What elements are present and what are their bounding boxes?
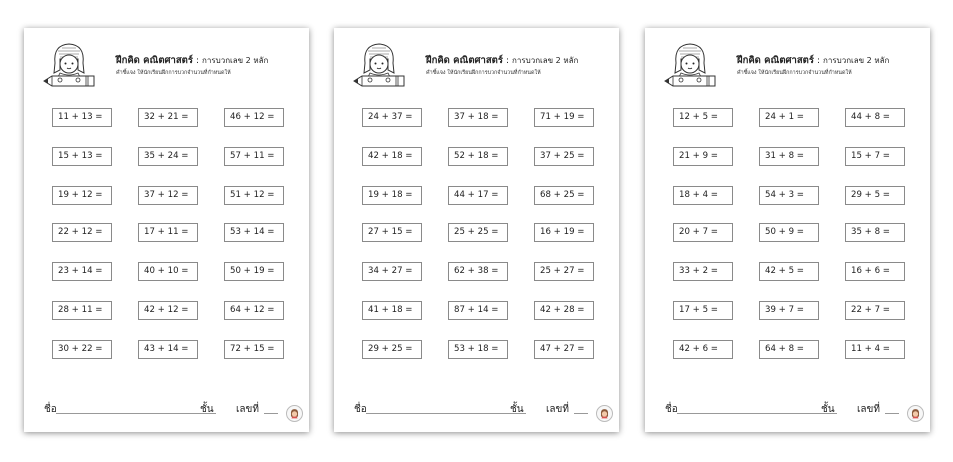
problem-box[interactable]: 30 + 22 =: [52, 340, 112, 359]
name-write-line[interactable]: [677, 413, 837, 414]
problem-box[interactable]: 19 + 12 =: [52, 186, 112, 205]
problem-box[interactable]: 42 + 18 =: [362, 147, 422, 166]
problem-box[interactable]: 53 + 14 =: [224, 223, 284, 242]
number-write-line[interactable]: [574, 413, 588, 414]
worksheet-title: [116, 48, 268, 68]
problem-box[interactable]: 53 + 18 =: [448, 340, 508, 359]
problem-box[interactable]: 50 + 9 =: [759, 223, 819, 242]
problem-box[interactable]: 42 + 6 =: [673, 340, 733, 359]
problem-box[interactable]: 29 + 25 =: [362, 340, 422, 359]
problem-box[interactable]: 21 + 9 =: [673, 147, 733, 166]
problem-box[interactable]: 43 + 14 =: [138, 340, 198, 359]
name-label: ชื่อ: [44, 404, 57, 415]
problem-box[interactable]: 11 + 4 =: [845, 340, 905, 359]
problem-box[interactable]: 12 + 5 =: [673, 108, 733, 127]
problem-box[interactable]: 52 + 18 =: [448, 147, 508, 166]
grade-label: ชั้น: [200, 404, 214, 415]
problem-box[interactable]: 87 + 14 =: [448, 301, 508, 320]
subtitle-text: การบวกเลข 2 หลัก: [511, 56, 579, 65]
problem-box[interactable]: 11 + 13 =: [52, 108, 112, 127]
girl-avatar-icon: [286, 405, 303, 422]
problem-box[interactable]: 24 + 37 =: [362, 108, 422, 127]
subtitle-text: การบวกเลข 2 หลัก: [822, 56, 890, 65]
problem-box[interactable]: 50 + 19 =: [224, 262, 284, 281]
name-write-line[interactable]: [56, 413, 216, 414]
problem-box[interactable]: 17 + 11 =: [138, 223, 198, 242]
problem-box[interactable]: 37 + 25 =: [534, 147, 594, 166]
worksheet-2: [334, 28, 619, 432]
problem-box[interactable]: 42 + 5 =: [759, 262, 819, 281]
worksheet-title: [737, 48, 889, 68]
problem-box[interactable]: 34 + 27 =: [362, 262, 422, 281]
title-text: ฝึกคิด คณิตศาสตร์: [426, 55, 503, 66]
problem-box[interactable]: 71 + 19 =: [534, 108, 594, 127]
problem-box[interactable]: 28 + 11 =: [52, 301, 112, 320]
title-separator: :: [816, 56, 820, 66]
problem-box[interactable]: 47 + 27 =: [534, 340, 594, 359]
problem-box[interactable]: 19 + 18 =: [362, 186, 422, 205]
problem-box[interactable]: 33 + 2 =: [673, 262, 733, 281]
name-label: ชื่อ: [665, 404, 678, 415]
problem-box[interactable]: 57 + 11 =: [224, 147, 284, 166]
problem-box[interactable]: 64 + 12 =: [224, 301, 284, 320]
title-text: ฝึกคิด คณิตศาสตร์: [116, 55, 193, 66]
name-label: ชื่อ: [354, 404, 367, 415]
instruction-text: คำชี้แจง ให้นักเรียนฝึกการบวกจำนวนที่กำหนดให้: [737, 70, 852, 76]
problem-box[interactable]: 54 + 3 =: [759, 186, 819, 205]
number-write-line[interactable]: [885, 413, 899, 414]
problem-box[interactable]: 51 + 12 =: [224, 186, 284, 205]
problem-box[interactable]: 22 + 7 =: [845, 301, 905, 320]
problem-box[interactable]: 39 + 7 =: [759, 301, 819, 320]
problem-box[interactable]: 15 + 7 =: [845, 147, 905, 166]
number-label: เลขที่: [857, 404, 880, 415]
name-write-line[interactable]: [366, 413, 526, 414]
instruction-text: คำชี้แจง ให้นักเรียนฝึกการบวกจำนวนที่กำหนดให้: [426, 70, 541, 76]
girl-avatar-icon: [596, 405, 613, 422]
problem-box[interactable]: 37 + 12 =: [138, 186, 198, 205]
problem-box[interactable]: 64 + 8 =: [759, 340, 819, 359]
problem-box[interactable]: 62 + 38 =: [448, 262, 508, 281]
girl-with-pencil-icon: [38, 39, 98, 89]
problem-box[interactable]: 20 + 7 =: [673, 223, 733, 242]
problem-box[interactable]: 42 + 28 =: [534, 301, 594, 320]
problem-box[interactable]: 25 + 27 =: [534, 262, 594, 281]
girl-with-pencil-icon: [659, 39, 719, 89]
subtitle-text: การบวกเลข 2 หลัก: [201, 56, 269, 65]
problem-box[interactable]: 46 + 12 =: [224, 108, 284, 127]
problem-box[interactable]: 44 + 17 =: [448, 186, 508, 205]
problem-box[interactable]: 44 + 8 =: [845, 108, 905, 127]
worksheet-title: [426, 48, 578, 68]
problem-box[interactable]: 35 + 24 =: [138, 147, 198, 166]
girl-with-pencil-icon: [348, 39, 408, 89]
problem-box[interactable]: 27 + 15 =: [362, 223, 422, 242]
title-separator: :: [505, 56, 509, 66]
problem-box[interactable]: 22 + 12 =: [52, 223, 112, 242]
number-label: เลขที่: [236, 404, 259, 415]
problem-box[interactable]: 40 + 10 =: [138, 262, 198, 281]
problem-box[interactable]: 15 + 13 =: [52, 147, 112, 166]
problem-box[interactable]: 25 + 25 =: [448, 223, 508, 242]
problem-box[interactable]: 31 + 8 =: [759, 147, 819, 166]
problem-box[interactable]: 68 + 25 =: [534, 186, 594, 205]
problem-box[interactable]: 32 + 21 =: [138, 108, 198, 127]
problem-box[interactable]: 42 + 12 =: [138, 301, 198, 320]
problem-box[interactable]: 41 + 18 =: [362, 301, 422, 320]
number-label: เลขที่: [546, 404, 569, 415]
instruction-text: คำชี้แจง ให้นักเรียนฝึกการบวกจำนวนที่กำหนดให้: [116, 70, 231, 76]
problem-box[interactable]: 24 + 1 =: [759, 108, 819, 127]
girl-avatar-icon: [907, 405, 924, 422]
problem-box[interactable]: 16 + 6 =: [845, 262, 905, 281]
grade-label: ชั้น: [821, 404, 835, 415]
problem-box[interactable]: 18 + 4 =: [673, 186, 733, 205]
problem-box[interactable]: 17 + 5 =: [673, 301, 733, 320]
problem-box[interactable]: 35 + 8 =: [845, 223, 905, 242]
problem-box[interactable]: 23 + 14 =: [52, 262, 112, 281]
problem-box[interactable]: 72 + 15 =: [224, 340, 284, 359]
problem-box[interactable]: 16 + 19 =: [534, 223, 594, 242]
worksheet-1: [24, 28, 309, 432]
problem-box[interactable]: 29 + 5 =: [845, 186, 905, 205]
number-write-line[interactable]: [264, 413, 278, 414]
worksheet-3: [645, 28, 930, 432]
grade-label: ชั้น: [510, 404, 524, 415]
title-separator: :: [195, 56, 199, 66]
problem-box[interactable]: 37 + 18 =: [448, 108, 508, 127]
title-text: ฝึกคิด คณิตศาสตร์: [737, 55, 814, 66]
